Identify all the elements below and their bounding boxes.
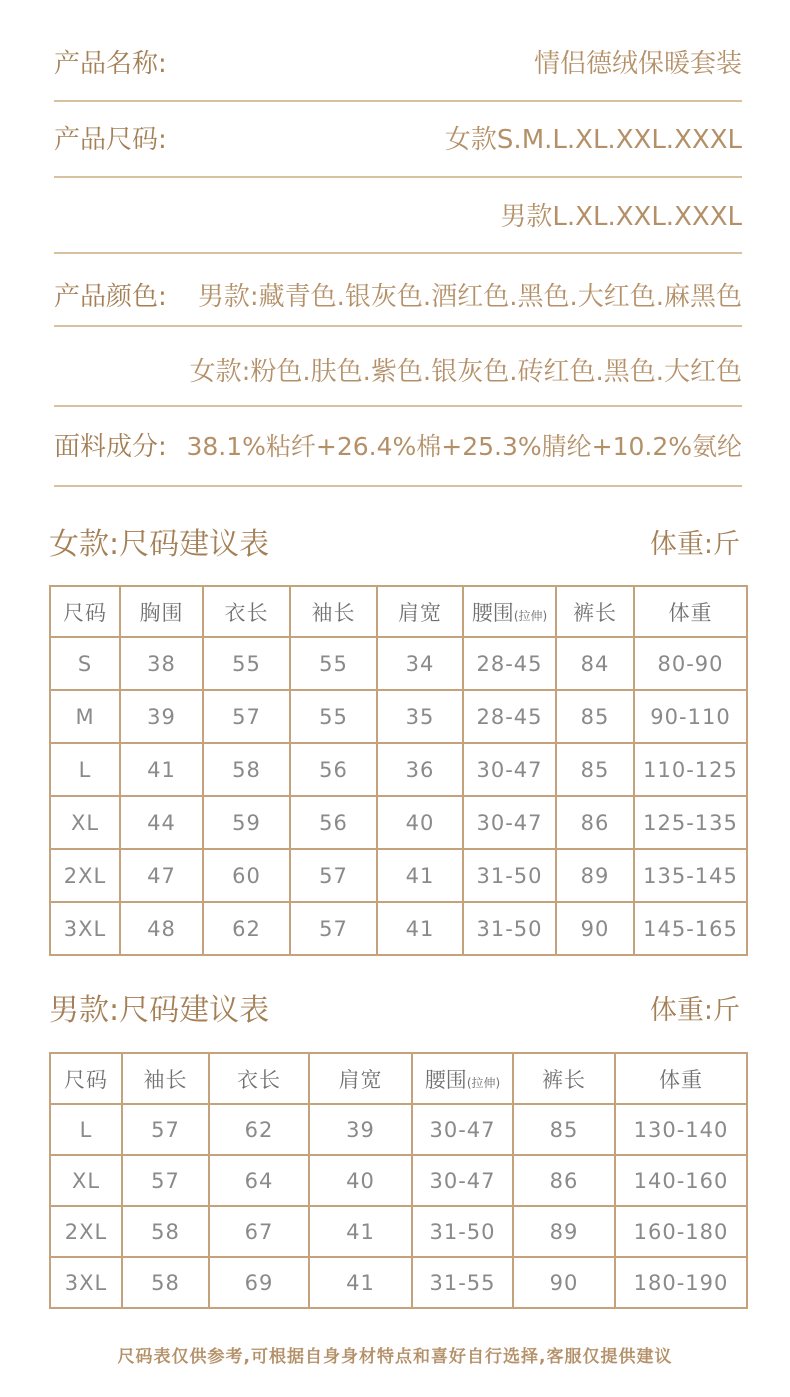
fabric-value: 38.1%粘纤+26.4%棉+25.3%腈纶+10.2%氨纶 [186,432,742,461]
divider [54,100,742,102]
header-cell: 肩宽 [377,586,463,637]
product-name-label: 产品名称: [54,49,167,79]
table-cell: 57 [290,902,377,955]
table-row [50,1104,747,1155]
header-cell: 袖长 [290,586,377,637]
men-table-title: 男款:尺码建议表 [49,993,270,1028]
product-color-men: 男款:藏青色.银灰色.酒红色.黑色.大红色.麻黑色 [197,282,742,312]
table-cell: 90-110 [634,690,747,743]
table-cell: 145-165 [634,902,747,955]
table-cell: 34 [377,637,463,690]
table-cell: 41 [377,849,463,902]
table-cell: L [50,1104,122,1155]
table-row [50,1206,747,1257]
table-cell: 35 [377,690,463,743]
header-cell: 胸围 [120,586,203,637]
table-cell: 60 [203,849,290,902]
table-cell: 135-145 [634,849,747,902]
table-cell: 57 [122,1104,209,1155]
table-cell: 55 [290,637,377,690]
divider [54,405,742,407]
divider [54,485,742,487]
table-row [50,637,747,690]
table-cell: 55 [290,690,377,743]
table-cell: 41 [309,1206,412,1257]
table-cell: 59 [203,796,290,849]
table-cell: 41 [309,1257,412,1308]
table-cell: 89 [556,849,634,902]
table-cell: 84 [556,637,634,690]
table-cell: 80-90 [634,637,747,690]
table-cell: 110-125 [634,743,747,796]
table-cell: XL [50,796,120,849]
table-cell: 85 [556,690,634,743]
table-cell: 31-55 [412,1257,513,1308]
header-cell: 裤长 [513,1053,615,1104]
table-cell: 3XL [50,902,120,955]
table-cell: 41 [377,902,463,955]
table-cell: 86 [556,796,634,849]
table-cell: 30-47 [412,1155,513,1206]
table-cell: 39 [120,690,203,743]
table-cell: 39 [309,1104,412,1155]
header-cell: 体重 [615,1053,747,1104]
table-cell: 44 [120,796,203,849]
table-cell: S [50,637,120,690]
table-cell: 40 [377,796,463,849]
table-cell: 86 [513,1155,615,1206]
header-cell: 体重 [634,586,747,637]
table-cell: 36 [377,743,463,796]
table-cell: 31-50 [412,1206,513,1257]
table-cell: M [50,690,120,743]
table-cell: XL [50,1155,122,1206]
table-cell: 89 [513,1206,615,1257]
header-cell: 袖长 [122,1053,209,1104]
table-row [50,796,747,849]
table-cell: 90 [513,1257,615,1308]
women-table-header [50,586,747,637]
table-cell: 58 [122,1206,209,1257]
table-cell: 130-140 [615,1104,747,1155]
header-cell: 衣长 [209,1053,309,1104]
header-cell: 肩宽 [309,1053,412,1104]
table-cell: 125-135 [634,796,747,849]
table-cell: 57 [122,1155,209,1206]
size-disclaimer: 尺码表仅供参考,可根据自身身材特点和喜好自行选择,客服仅提供建议 [117,1347,673,1367]
table-row [50,690,747,743]
product-size-men: 男款L.XL.XXL.XXXL [500,202,742,232]
header-cell: 尺码 [50,1053,122,1104]
table-cell: 30-47 [463,796,556,849]
table-cell: 64 [209,1155,309,1206]
header-cell: 尺码 [50,586,120,637]
product-color-women: 女款:粉色.肤色.紫色.银灰色.砖红色.黑色.大红色 [189,357,742,387]
divider [54,325,742,327]
table-cell: 58 [122,1257,209,1308]
table-cell: 40 [309,1155,412,1206]
table-cell: 30-47 [412,1104,513,1155]
table-cell: 30-47 [463,743,556,796]
table-row [50,1155,747,1206]
table-cell: 41 [120,743,203,796]
table-cell: 85 [556,743,634,796]
table-cell: 69 [209,1257,309,1308]
table-cell: 47 [120,849,203,902]
table-cell: 57 [203,690,290,743]
table-cell: 57 [290,849,377,902]
men-size-table [49,1052,748,1309]
table-cell: 180-190 [615,1257,747,1308]
table-cell: 56 [290,743,377,796]
header-waist-label: 腰围 [471,600,514,625]
table-cell: 3XL [50,1257,122,1308]
header-cell-waist [412,1053,513,1104]
women-size-table [49,585,748,956]
table-cell: 2XL [50,849,120,902]
table-cell: 160-180 [615,1206,747,1257]
table-cell: 85 [513,1104,615,1155]
table-cell: 62 [209,1104,309,1155]
product-name-value: 情侣德绒保暖套装 [533,49,742,79]
table-cell: 31-50 [463,849,556,902]
men-table-header [50,1053,747,1104]
table-cell: 28-45 [463,637,556,690]
product-size-women: 女款S.M.L.XL.XXL.XXXL [444,125,742,155]
table-cell: 31-50 [463,902,556,955]
header-stretch-note: (拉伸) [466,1075,501,1090]
table-cell: 140-160 [615,1155,747,1206]
header-stretch-note: (拉伸) [513,608,548,623]
table-cell: 38 [120,637,203,690]
divider [54,176,742,178]
table-cell: 90 [556,902,634,955]
table-cell: 2XL [50,1206,122,1257]
women-weight-unit: 体重:斤 [649,529,740,560]
men-weight-unit: 体重:斤 [649,995,740,1026]
table-row [50,1257,747,1308]
table-cell: 55 [203,637,290,690]
table-row [50,849,747,902]
table-cell: 67 [209,1206,309,1257]
header-cell: 裤长 [556,586,634,637]
table-cell: 62 [203,902,290,955]
product-size-label: 产品尺码: [54,125,167,155]
fabric-label: 面料成分: [54,432,167,462]
table-cell: 56 [290,796,377,849]
women-table-title: 女款:尺码建议表 [49,527,270,562]
table-cell: 48 [120,902,203,955]
table-cell: 58 [203,743,290,796]
table-row [50,902,747,955]
table-cell: 28-45 [463,690,556,743]
table-row [50,743,747,796]
header-cell: 衣长 [203,586,290,637]
divider [54,252,742,254]
header-cell-waist [463,586,556,637]
table-cell: L [50,743,120,796]
product-color-label: 产品颜色: [54,282,167,312]
header-waist-label: 腰围 [424,1067,467,1092]
